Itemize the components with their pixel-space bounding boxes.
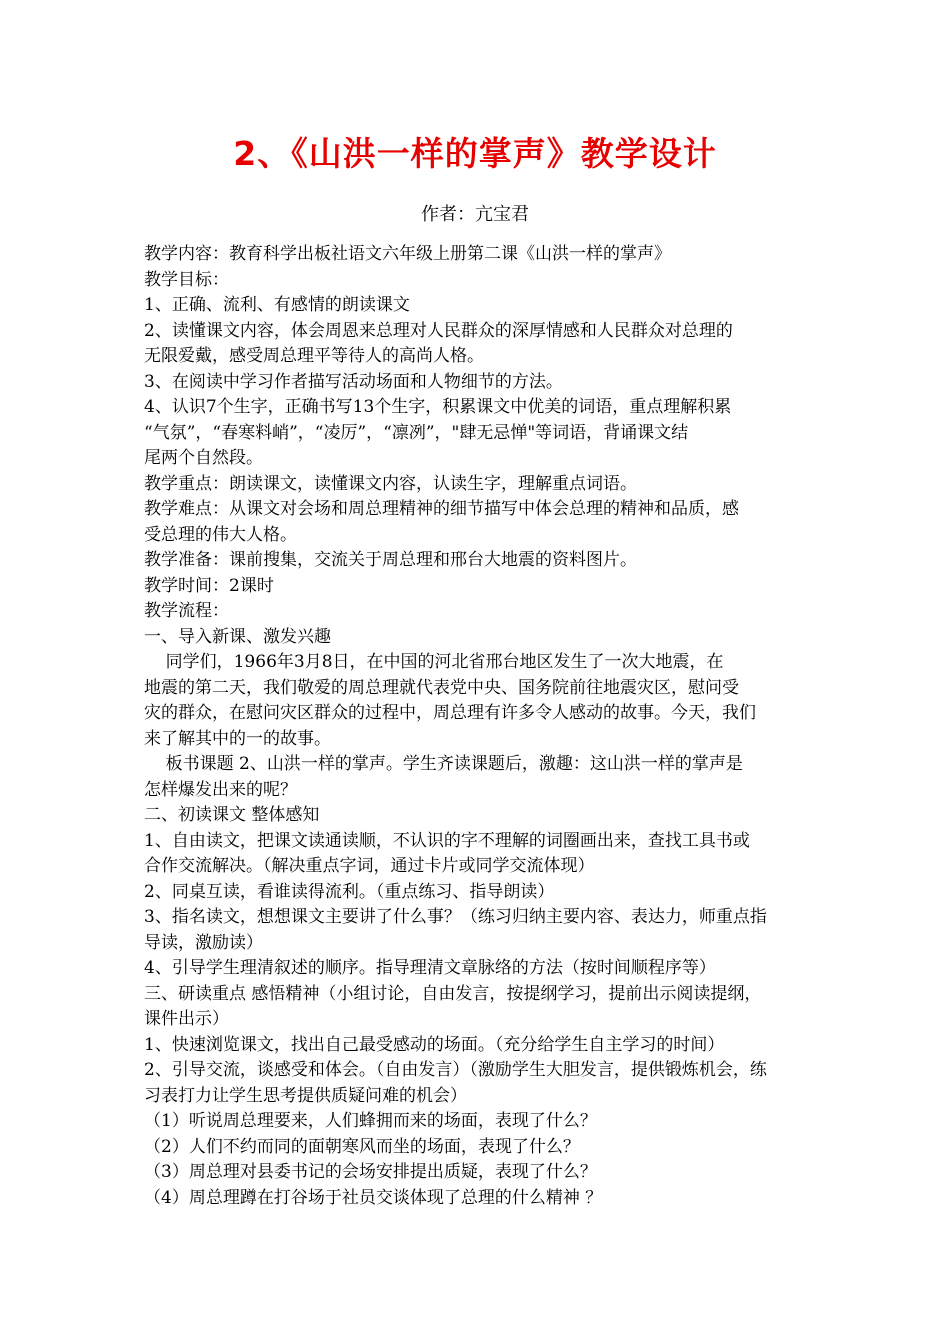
text-line: 三、研读重点 感悟精神（小组讨论，自由发言，按提纲学习，提前出示阅读提纲，	[144, 983, 762, 1004]
text-line: 教学准备：课前搜集，交流关于周总理和邢台大地震的资料图片。	[144, 550, 637, 570]
text-line: 教学难点：从课文对会场和周总理精神的细节描写中体会总理的精神和品质，感	[144, 499, 739, 519]
text-line: 来了解其中的一的故事。	[144, 728, 331, 749]
text-line: 尾两个自然段。	[144, 448, 263, 468]
text-line: 2、同桌互读，看谁读得流利。（重点练习、指导朗读）	[144, 881, 555, 902]
text-line: 怎样爆发出来的呢？	[144, 779, 297, 800]
text-line: 教学流程：	[144, 601, 229, 621]
text-line: “气氛”，“春寒料峭”，“凌厉”，“凛冽”，"肆无忌惮"等词语，背诵课文结	[144, 422, 689, 443]
text-line: （2）人们不约而同的面朝寒风而坐的场面，表现了什么？	[144, 1136, 580, 1157]
text-line: 教学重点：朗读课文，读懂课文内容，认读生字，理解重点词语。	[144, 473, 637, 494]
text-line: 4、引导学生理清叙述的顺序。指导理清文章脉络的方法（按时间顺程序等）	[144, 958, 716, 978]
text-line: 无限爱戴，感受周总理平等待人的高尚人格。	[144, 346, 484, 366]
text-line: 教学内容：教育科学出板社语文六年级上册第二课《山洪一样的掌声》	[144, 244, 671, 264]
text-line: 2、读懂课文内容，体会周恩来总理对人民群众的深厚情感和人民群众对总理的	[144, 320, 733, 341]
text-line: 1、正确、流利、有感情的朗读课文	[144, 295, 410, 315]
text-line: 灾的群众，在慰问灾区群众的过程中，周总理有许多令人感动的故事。今天，我们	[144, 703, 756, 723]
text-line: （4）周总理蹲在打谷场于社员交谈体现了总理的什么精神 ？	[144, 1187, 603, 1208]
text-line: 4、认识7个生字，正确书写13个生字，积累课文中优美的词语，重点理解积累	[144, 397, 732, 417]
text-line: （3）周总理对县委书记的会场安排提出质疑，表现了什么？	[144, 1162, 597, 1182]
document-title: 2、《山洪一样的掌声》教学设计	[233, 134, 717, 173]
text-line: 教学目标：	[144, 269, 229, 290]
text-line: 3、在阅读中学习作者描写活动场面和人物细节的方法。	[144, 371, 563, 392]
text-line: 1、快速浏览课文，找出自己最受感动的场面。（充分给学生自主学习的时间）	[144, 1034, 725, 1055]
text-line: 习表打力让学生思考提供质疑问难的机会）	[144, 1085, 467, 1106]
text-line: 板书课题 2、山洪一样的掌声。学生齐读课题后，激趣：这山洪一样的掌声是	[144, 754, 743, 774]
document-body	[144, 242, 814, 1211]
text-line: 导读，激励读）	[144, 932, 263, 953]
text-line: 1、自由读文，把课文读通读顺，不认识的字不理解的词圈画出来，查找工具书或	[144, 830, 750, 851]
text-line: 一、导入新课、激发兴趣	[144, 626, 331, 647]
text-line: 合作交流解决。（解决重点字词，通过卡片或同学交流体现）	[144, 856, 595, 876]
text-line: （1）听说周总理要来，人们蜂拥而来的场面，表现了什么？	[144, 1111, 597, 1131]
text-line: 地震的第二天，我们敬爱的周总理就代表党中央、国务院前往地震灾区，慰问受	[144, 677, 739, 698]
text-line: 二、初读课文 整体感知	[144, 805, 320, 825]
text-line: 3、指名读文，想想课文主要讲了什么事？（练习归纳主要内容、表达力，师重点指	[144, 907, 767, 927]
text-line: 2、引导交流，谈感受和体会。（自由发言）（激励学生大胆发言，提供锻炼机会，练	[144, 1060, 767, 1080]
text-line: 受总理的伟大人格。	[144, 524, 297, 545]
text-line: 课件出示）	[144, 1009, 229, 1029]
text-line: 同学们，1966年3月8日，在中国的河北省邢台地区发生了一次大地震，在	[144, 652, 724, 672]
author-line: 作者：亢宝君	[421, 204, 529, 225]
text-line: 教学时间：2课时	[144, 575, 274, 596]
